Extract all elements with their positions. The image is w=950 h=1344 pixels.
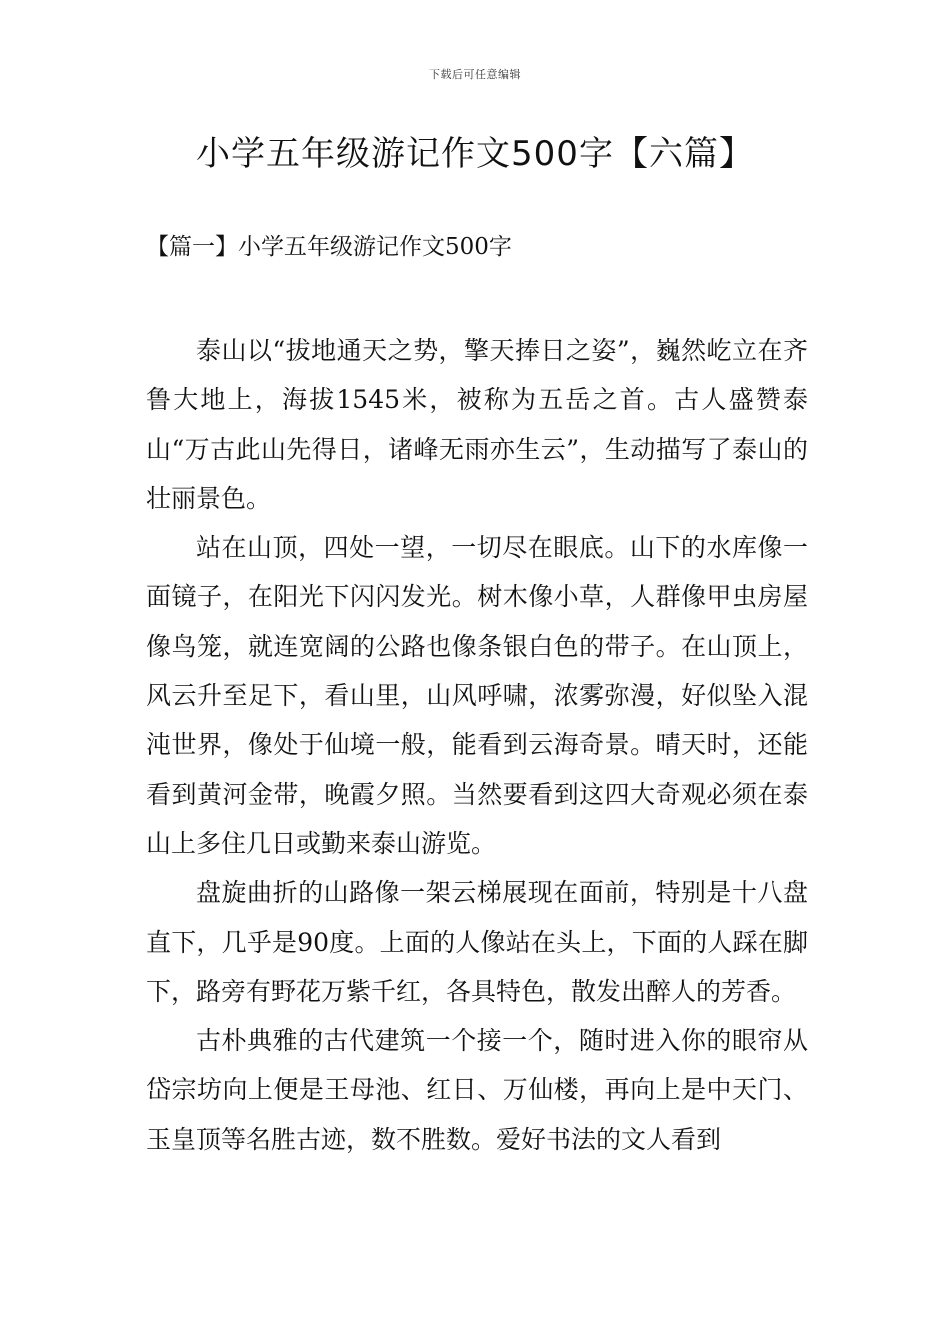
document-title: 小学五年级游记作文500字【六篇】	[196, 134, 754, 174]
paragraph: 古朴典雅的古代建筑一个接一个，随时进入你的眼帘从岱宗坊向上便是王母池、红日、万仙楼，再向上是中天门、玉皇顶等名胜古迹，数不胜数。爱好书法的文人看到	[146, 1026, 808, 1154]
paragraph: 盘旋曲折的山路像一架云梯展现在面前，特别是十八盘直下，几乎是90度。上面的人像站在头上，下面的人踩在脚下，路旁有野花万紫千红，各具特色，散发出醉人的芳香。	[146, 878, 808, 1006]
article-body	[146, 326, 808, 1164]
header-note: 下载后可任意编辑	[429, 68, 521, 81]
paragraph: 站在山顶，四处一望，一切尽在眼底。山下的水库像一面镜子，在阳光下闪闪发光。树木像小草，人群像甲虫房屋像鸟笼，就连宽阔的公路也像条银白色的带子。在山顶上，风云升至足下，看山里，山风呼啸，浓雾弥漫，好似坠入混沌世界，像处于仙境一般，能看到云海奇景。晴天时，还能看到黄河金带，晚霞夕照。当然要看到这四大奇观必须在泰山上多住几日或勤来泰山游览。	[146, 533, 808, 858]
paragraph: 泰山以“拔地通天之势，擎天捧日之姿”，巍然屹立在齐鲁大地上，海拔1545米，被称为五岳之首。古人盛赞泰山“万古此山先得日，诸峰无雨亦生云”，生动描写了泰山的壮丽景色。	[146, 336, 808, 513]
section-heading: 【篇一】小学五年级游记作文500字	[146, 234, 512, 260]
